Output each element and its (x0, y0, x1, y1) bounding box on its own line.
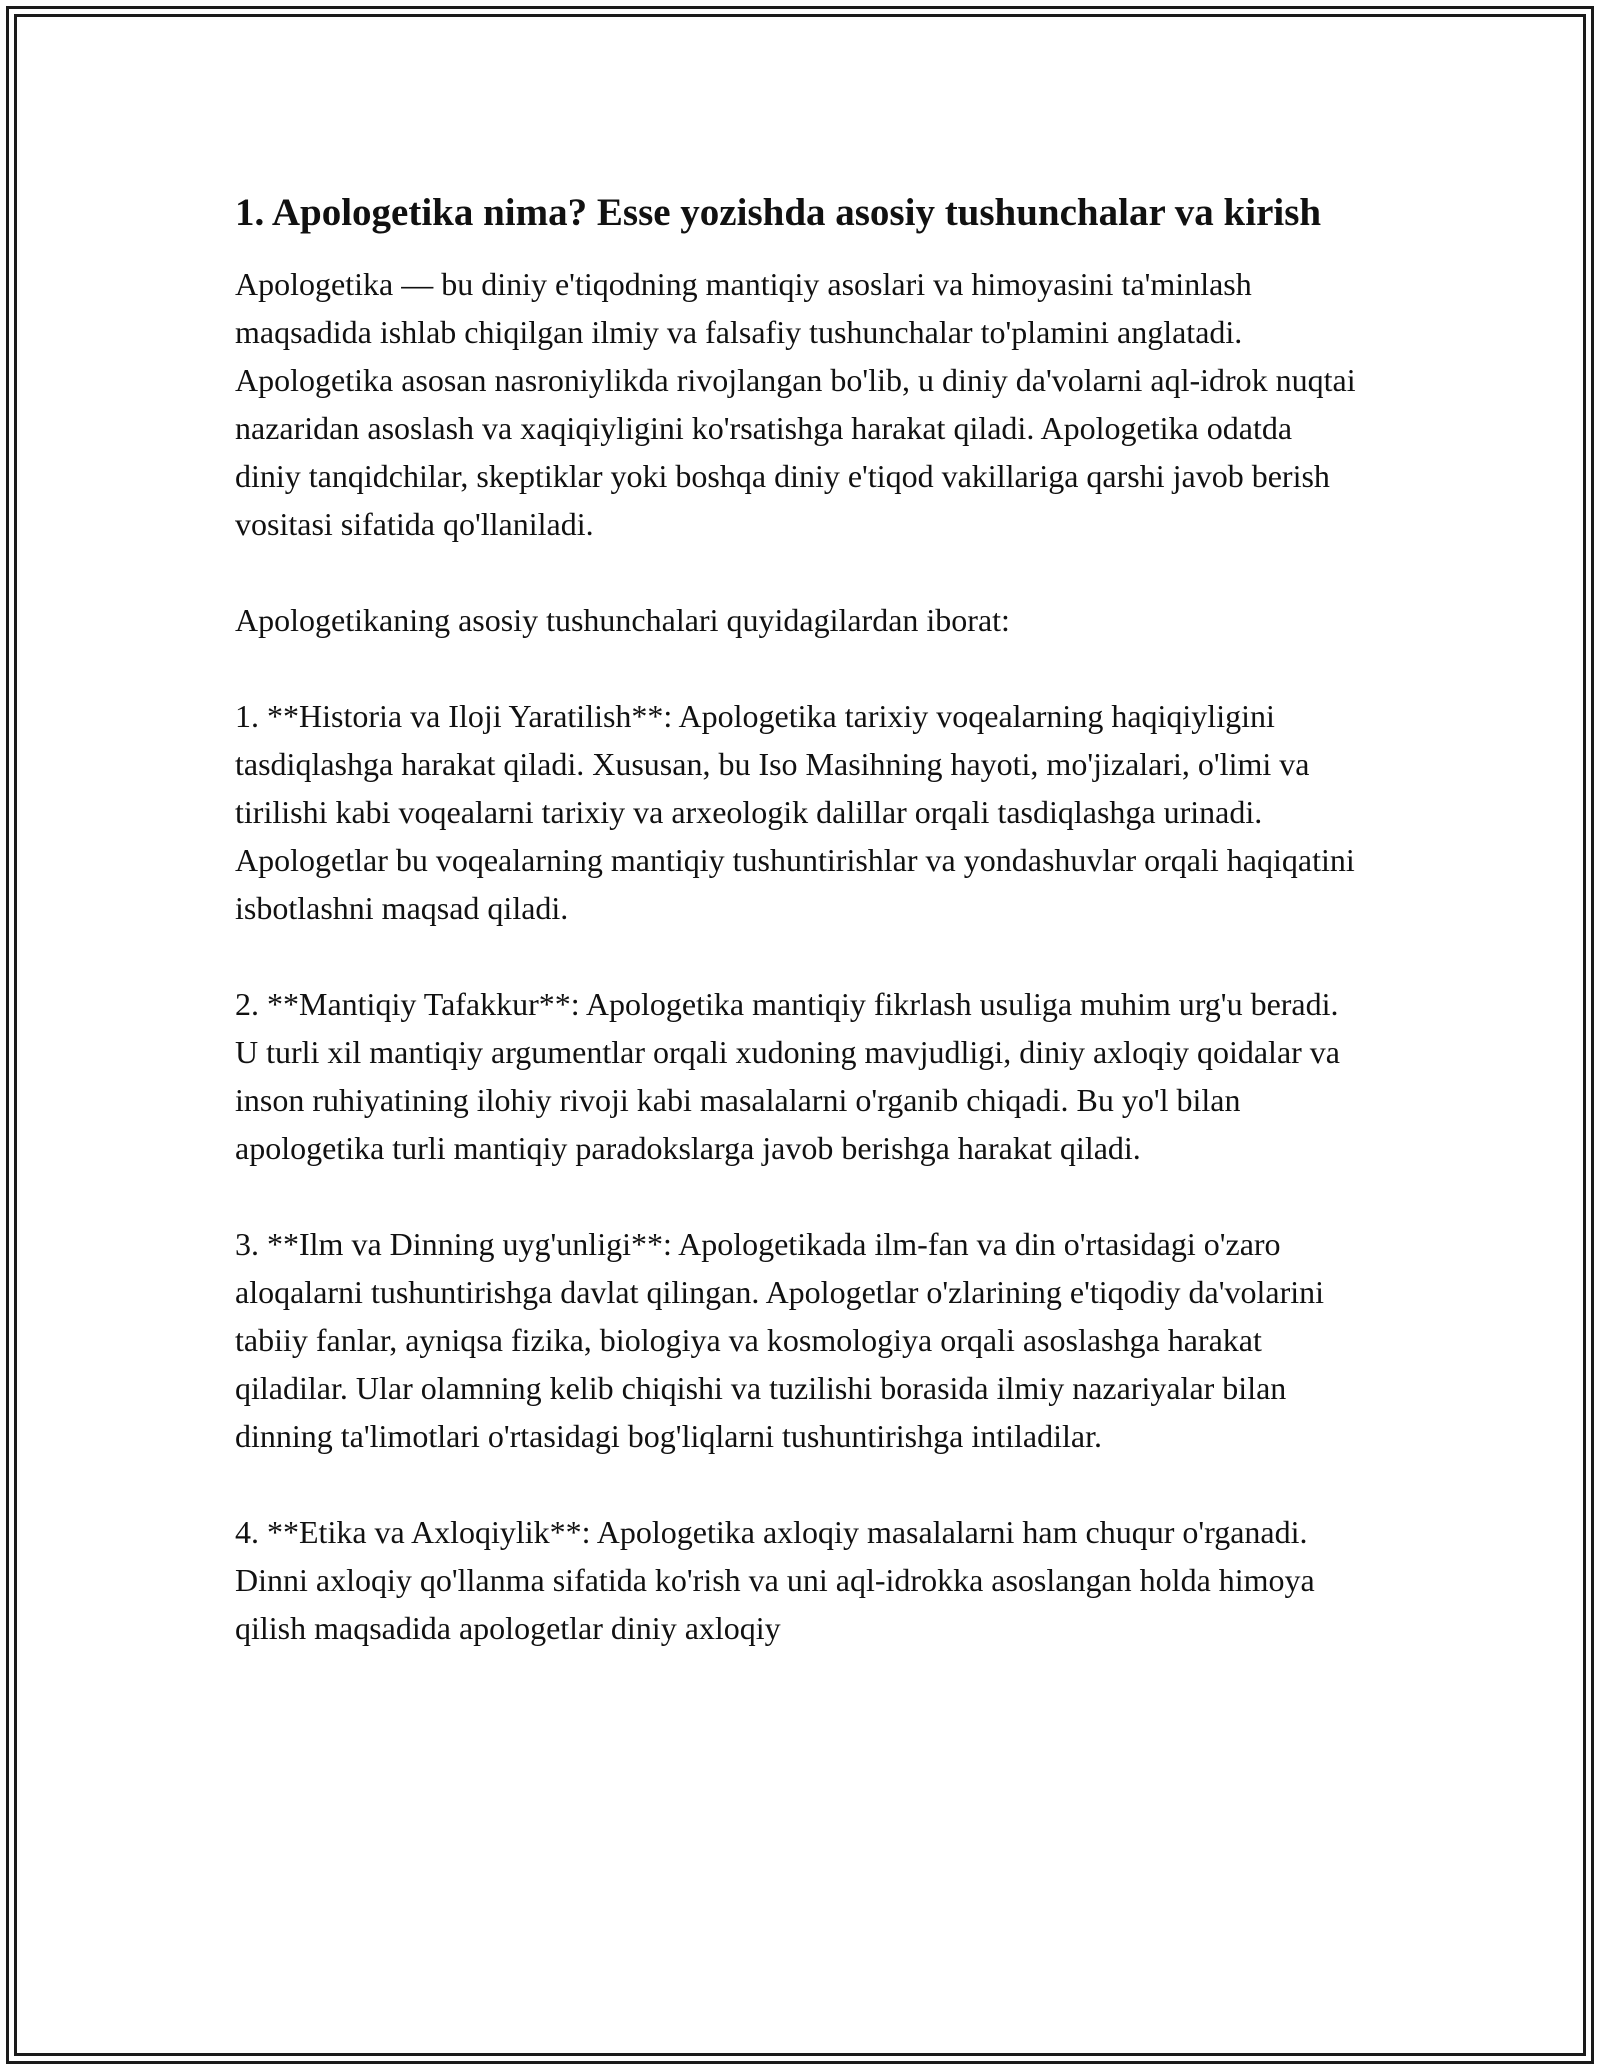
concept-item-logic: 2. **Mantiqiy Tafakkur**: Apologetika mantiqiy fikrlash usuliga muhim urg'u beradi. U turli xil mantiqiy argumentlar orqali xudoning mavjudligi, diniy axloqiy qoidalar va inson ruhiyatining ilohiy rivoji kabi masalalarni o'rganib chiqadi. Bu yo'l bilan apologetika turli mantiqiy paradokslarga javob berishga harakat qiladi. (235, 986, 1340, 1166)
document-body (235, 185, 1365, 1652)
concept-item-science-religion: 3. **Ilm va Dinning uyg'unligi**: Apologetikada ilm-fan va din o'rtasidagi o'zaro aloqalarni tushuntirishga davlat qilingan. Apologetlar o'zlarining e'tiqodiy da'volarini tabiiy fanlar, ayniqsa fizika, biologiya va kosmologiya orqali asoslashga harakat qiladilar. Ular olamning kelib chiqishi va tuzilishi borasida ilmiy nazariyalar bilan dinning ta'limotlari o'rtasidagi bog'liqlarni tushuntirishga intiladilar. (235, 1226, 1325, 1454)
concept-item-ethics: 4. **Etika va Axloqiylik**: Apologetika axloqiy masalalarni ham chuqur o'rganadi. Dinni axloqiy qo'llanma sifatida ko'rish va uni aql-idrokka asoslangan holda himoya qilish maqsadida apologetlar diniy axloqiy (235, 1514, 1315, 1646)
document-title: 1. Apologetika nima? Esse yozishda asosiy tushunchalar va kirish (235, 191, 1322, 234)
concepts-lead-paragraph: Apologetikaning asosiy tushunchalari quyidagilardan iborat: (235, 602, 1010, 638)
intro-paragraph: Apologetika — bu diniy e'tiqodning mantiqiy asoslari va himoyasini ta'minlash maqsadida ishlab chiqilgan ilmiy va falsafiy tushunchalar to'plamini anglatadi. Apologetika asosan nasroniylikda rivojlangan bo'lib, u diniy da'volarni aql-idrok nuqtai nazaridan asoslash va xaqiqiyligini ko'rsatishga harakat qiladi. Apologetika odatda diniy tanqidchilar, skeptiklar yoki boshqa diniy e'tiqod vakillariga qarshi javob berish vositasi sifatida qo'llaniladi. (235, 266, 1356, 542)
concept-item-history: 1. **Historia va Iloji Yaratilish**: Apologetika tarixiy voqealarning haqiqiyligini tasdiqlashga harakat qiladi. Xususan, bu Iso Masihning hayoti, mo'jizalari, o'limi va tirilishi kabi voqealarni tarixiy va arxeologik dalillar orqali tasdiqlashga urinadi. Apologetlar bu voqealarning mantiqiy tushuntirishlar va yondashuvlar orqali haqiqatini isbotlashni maqsad qiladi. (235, 698, 1355, 926)
